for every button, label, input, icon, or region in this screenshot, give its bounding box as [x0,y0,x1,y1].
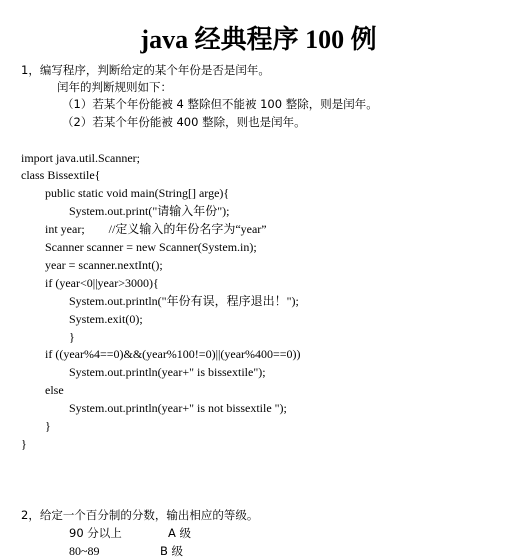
grade1-range: 90 分以上 [69,526,122,540]
code-line-read-year: year = scanner.nextInt(); [45,258,163,272]
problem1-rule-2: （2）若某个年份能被 400 整除，则也是闰年。 [62,115,306,129]
problem1-rule-1: （1）若某个年份能被 4 整除但不能被 100 整除，则是闰年。 [62,97,378,111]
code-line-print-not-leap: System.out.println(year+" is not bissextile "); [69,401,287,415]
code-line-close-if: } [69,330,75,344]
code-line-class: class Bissextile{ [21,168,101,182]
code-line-if-range: if (year<0||year>3000){ [45,276,159,290]
code-line-main: public static void main(String[] arge){ [45,186,230,200]
code-line-exit: System.exit(0); [69,312,143,326]
code-line-scanner: Scanner scanner = new Scanner(System.in); [45,240,257,254]
grade1-level: A 级 [168,526,192,540]
code-line-print-error: System.out.println("年份有误，程序退出！"); [69,294,299,308]
code-line-int-year: int year; //定义输入的年份名字为“year” [45,222,267,236]
code-line-import: import java.util.Scanner; [21,151,140,165]
grade2-range: 80~89 [69,544,100,558]
problem1-rule-intro: 闰年的判断规则如下： [57,80,172,94]
page-title: java 经典程序 100 例 [140,25,377,54]
code-line-print-prompt: System.out.print("请输入年份"); [69,204,230,218]
code-line-close-main: } [45,419,51,433]
grade2-level: B 级 [160,544,184,558]
problem1-statement: 1，编写程序，判断给定的某个年份是否是闰年。 [21,63,270,77]
code-line-else: else [45,383,64,397]
code-line-print-leap: System.out.println(year+" is bissextile"); [69,365,266,379]
code-line-close-class: } [21,437,27,451]
code-line-if-leap: if ((year%4==0)&&(year%100!=0)||(year%400==0)) [45,347,301,361]
problem2-statement: 2，给定一个百分制的分数，输出相应的等级。 [21,508,259,522]
